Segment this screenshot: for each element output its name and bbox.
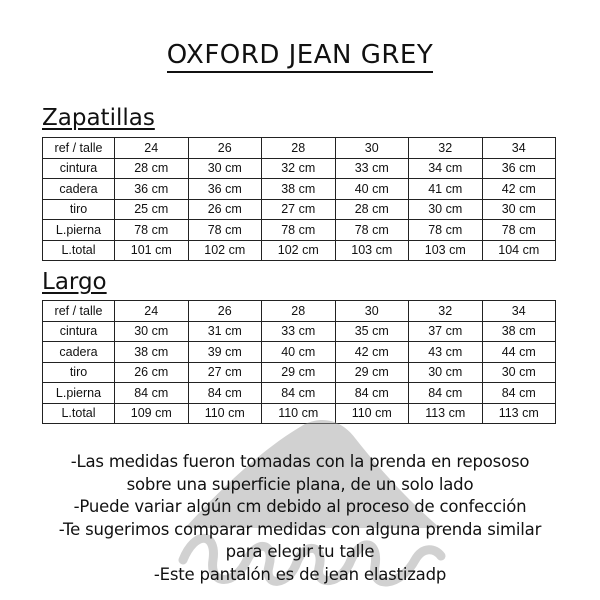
row-label-cell: L.pierna: [43, 383, 115, 404]
table-cell: 42 cm: [482, 179, 556, 200]
table-cell: 78 cm: [482, 220, 556, 241]
table-cell: 36 cm: [115, 179, 189, 200]
header-cell: ref / talle: [43, 138, 115, 159]
table-cell: 102 cm: [262, 240, 336, 261]
table-cell: 84 cm: [335, 383, 409, 404]
header-cell: 24: [115, 301, 189, 322]
table-cell: 84 cm: [262, 383, 336, 404]
table-cell: 30 cm: [188, 158, 262, 179]
table-row: [43, 179, 556, 200]
header-cell: 32: [409, 138, 483, 159]
table-cell: 34 cm: [409, 158, 483, 179]
table-row: [43, 362, 556, 383]
table-cell: 78 cm: [335, 220, 409, 241]
table-cell: 110 cm: [335, 403, 409, 424]
table-cell: 113 cm: [409, 403, 483, 424]
header-cell: 32: [409, 301, 483, 322]
size-table-zapatillas: [42, 137, 556, 261]
row-label-cell: cadera: [43, 179, 115, 200]
note-line: -Las medidas fueron tomadas con la prenda en repososo: [70, 452, 530, 471]
table-header-row: [43, 301, 556, 322]
table-cell: 30 cm: [409, 362, 483, 383]
table-cell: 26 cm: [188, 199, 262, 220]
table-cell: 102 cm: [188, 240, 262, 261]
table-cell: 30 cm: [482, 199, 556, 220]
notes-block: [0, 451, 600, 586]
row-label-cell: L.total: [43, 240, 115, 261]
section-heading-zapatillas: Zapatillas: [42, 105, 155, 131]
table-cell: 113 cm: [482, 403, 556, 424]
row-label-cell: L.pierna: [43, 220, 115, 241]
table-row: [43, 199, 556, 220]
table-cell: 42 cm: [335, 342, 409, 363]
table-cell: 103 cm: [335, 240, 409, 261]
table-cell: 78 cm: [188, 220, 262, 241]
table-cell: 32 cm: [262, 158, 336, 179]
note-line: -Puede variar algún cm debido al proceso de confección: [73, 497, 527, 516]
page-title: OXFORD JEAN GREY: [0, 38, 600, 72]
table-cell: 78 cm: [409, 220, 483, 241]
row-label-cell: L.total: [43, 403, 115, 424]
table-cell: 84 cm: [188, 383, 262, 404]
note-line: -Te sugerimos comparar medidas con alguna prenda similar: [58, 519, 542, 539]
table-cell: 27 cm: [188, 362, 262, 383]
table-cell: 33 cm: [335, 158, 409, 179]
table-row: [43, 220, 556, 241]
row-label-cell: cadera: [43, 342, 115, 363]
table-cell: 78 cm: [262, 220, 336, 241]
header-cell: 28: [262, 138, 336, 159]
table-header-row: [43, 138, 556, 159]
table-row: [43, 383, 556, 404]
table-cell: 26 cm: [115, 362, 189, 383]
table-cell: 103 cm: [409, 240, 483, 261]
table-cell: 37 cm: [409, 321, 483, 342]
note-line: para elegir tu talle: [225, 542, 375, 561]
table-cell: 39 cm: [188, 342, 262, 363]
table-cell: 40 cm: [335, 179, 409, 200]
table-row: [43, 342, 556, 363]
table-cell: 84 cm: [482, 383, 556, 404]
header-cell: 34: [482, 301, 556, 322]
table-cell: 38 cm: [262, 179, 336, 200]
header-cell: 26: [188, 301, 262, 322]
header-cell: 26: [188, 138, 262, 159]
table-row: [43, 158, 556, 179]
table-cell: 41 cm: [409, 179, 483, 200]
header-cell: 30: [335, 138, 409, 159]
row-label-cell: cintura: [43, 158, 115, 179]
table-cell: 30 cm: [115, 321, 189, 342]
table-cell: 31 cm: [188, 321, 262, 342]
table-cell: 109 cm: [115, 403, 189, 424]
size-table-largo: [42, 300, 556, 424]
table-cell: 33 cm: [262, 321, 336, 342]
table-row: [43, 240, 556, 261]
table-cell: 38 cm: [115, 342, 189, 363]
table-cell: 29 cm: [335, 362, 409, 383]
table-cell: 25 cm: [115, 199, 189, 220]
note-line: -Este pantalón es de jean elastizadp: [153, 564, 447, 584]
table-cell: 30 cm: [409, 199, 483, 220]
table-cell: 110 cm: [262, 403, 336, 424]
table-cell: 29 cm: [262, 362, 336, 383]
table-cell: 43 cm: [409, 342, 483, 363]
table-row: [43, 321, 556, 342]
table-cell: 35 cm: [335, 321, 409, 342]
table-cell: 78 cm: [115, 220, 189, 241]
table-cell: 38 cm: [482, 321, 556, 342]
table-cell: 104 cm: [482, 240, 556, 261]
row-label-cell: tiro: [43, 199, 115, 220]
table-cell: 40 cm: [262, 342, 336, 363]
row-label-cell: tiro: [43, 362, 115, 383]
table-cell: 110 cm: [188, 403, 262, 424]
row-label-cell: cintura: [43, 321, 115, 342]
section-heading-largo: Largo: [42, 269, 107, 295]
header-cell: 34: [482, 138, 556, 159]
table-cell: 30 cm: [482, 362, 556, 383]
table-cell: 27 cm: [262, 199, 336, 220]
header-cell: ref / talle: [43, 301, 115, 322]
table-cell: 36 cm: [188, 179, 262, 200]
header-cell: 24: [115, 138, 189, 159]
header-cell: 30: [335, 301, 409, 322]
table-cell: 36 cm: [482, 158, 556, 179]
table-cell: 101 cm: [115, 240, 189, 261]
note-line: sobre una superficie plana, de un solo lado: [126, 474, 474, 494]
table-cell: 44 cm: [482, 342, 556, 363]
table-cell: 28 cm: [115, 158, 189, 179]
header-cell: 28: [262, 301, 336, 322]
table-cell: 84 cm: [115, 383, 189, 404]
table-cell: 28 cm: [335, 199, 409, 220]
table-cell: 84 cm: [409, 383, 483, 404]
